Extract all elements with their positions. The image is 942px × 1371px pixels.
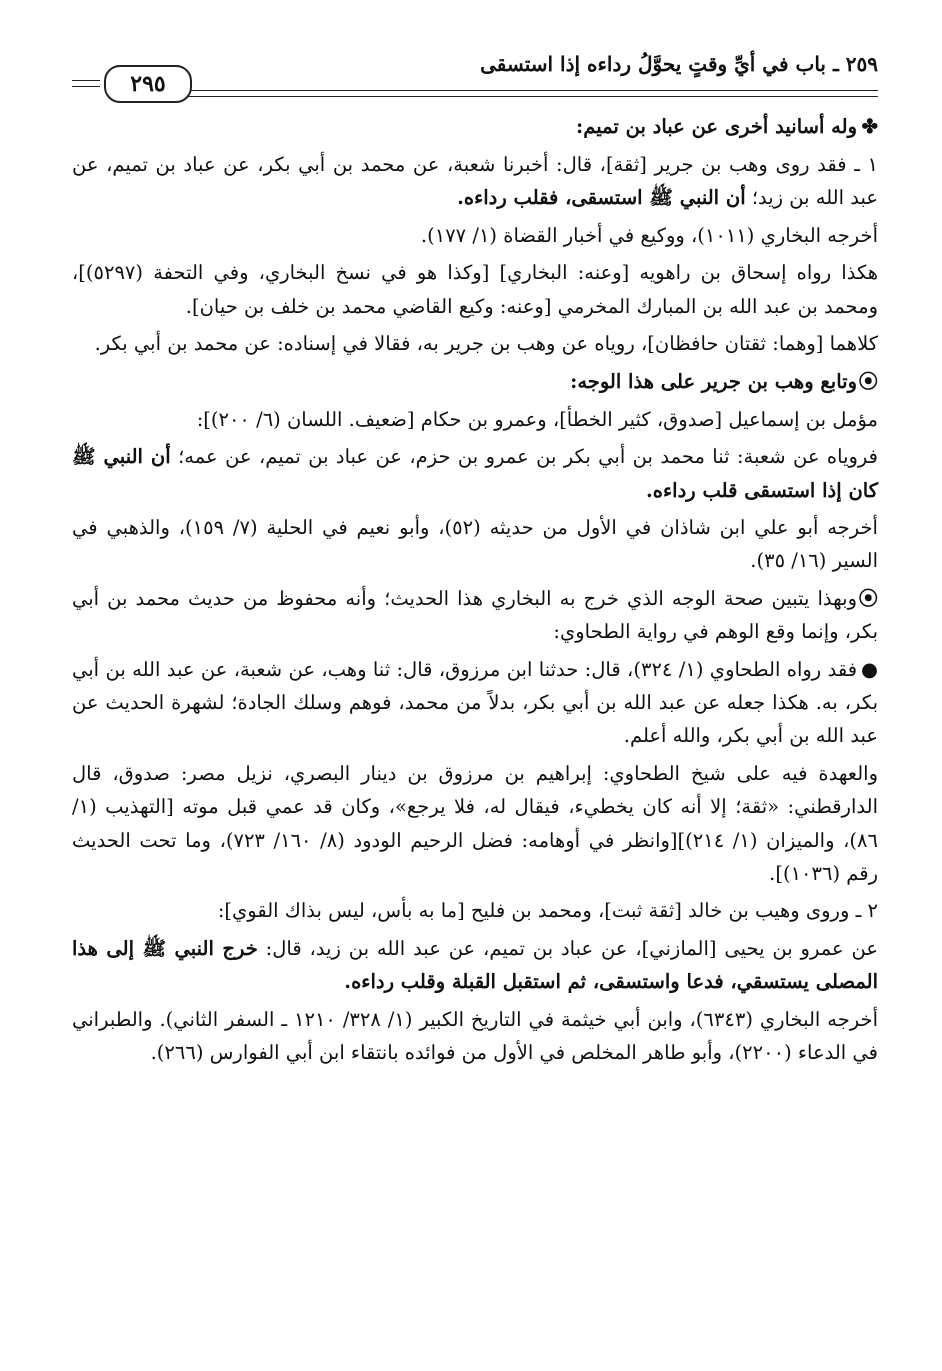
paragraph-text: أخرجه أبو علي ابن شاذان في الأول من حديثه (٥٢)، وأبو نعيم في الحلية (٧/ ١٥٩)، والذهبي في السير (١٦/ ٣٥). bbox=[72, 516, 878, 573]
paragraph-text: هكذا رواه إسحاق بن راهويه [وعنه: البخاري] [وكذا هو في نسخ البخاري، وفي التحفة (٥٢٩٧)]، ومحمد بن عبد الله بن المبارك المخرمي [وعنه: وكيع القاضي محمد بن خلف بن حيان]. bbox=[72, 261, 878, 318]
paragraph-takhrij-1 bbox=[72, 219, 878, 252]
paragraph-text: ١ ـ فقد روى وهب بن جرير [ثقة]، قال: أخبرنا شعبة، عن محمد بن أبي بكر، عن عباد بن تميم، عن عبد الله بن زيد؛ bbox=[72, 152, 878, 209]
paragraph-shuba-chain bbox=[72, 440, 878, 506]
page-number-rule bbox=[72, 80, 100, 87]
paragraph-wahb-chain bbox=[72, 148, 878, 214]
paragraph-takhrij-2 bbox=[72, 511, 878, 577]
paragraph-takhrij-3 bbox=[72, 1003, 878, 1069]
page-header bbox=[72, 40, 878, 98]
paragraph-text: أخرجه البخاري (١٠١١)، ووكيع في أخبار القضاة (١/ ١٧٧). bbox=[420, 223, 878, 247]
ring-bullet-icon: ⦿ bbox=[858, 587, 878, 611]
paragraph-ishaq bbox=[72, 256, 878, 322]
paragraph-amr-chain bbox=[72, 932, 878, 998]
flower-bullet-icon: ✤ bbox=[861, 115, 878, 138]
paragraph-responsibility bbox=[72, 757, 878, 890]
paragraph-text: عن عمرو بن يحيى [المازني]، عن عباد بن تميم، عن عبد الله بن زيد، قال: bbox=[257, 937, 878, 961]
hadith-matn: أن النبي ﷺ كان إذا استسقى قلب رداءه. bbox=[72, 445, 878, 502]
circle-bullet-icon: ● bbox=[861, 658, 879, 682]
paragraph-muammal bbox=[72, 403, 878, 436]
paragraph-text: فروياه عن شعبة: ثنا محمد بن أبي بكر بن عمرو بن حزم، عن عباد بن تميم، عن عمه؛ bbox=[170, 445, 878, 469]
paragraph-text: وتابع وهب بن جرير على هذا الوجه: bbox=[570, 369, 857, 393]
book-page bbox=[72, 40, 878, 1360]
paragraph-follow-up bbox=[72, 365, 878, 398]
paragraph-text: مؤمل بن إسماعيل [صدوق، كثير الخطأ]، وعمرو بن حكام [ضعيف. اللسان (٦/ ٢٠٠)]: bbox=[196, 407, 878, 431]
paragraph-other-chains bbox=[72, 110, 878, 143]
main-text bbox=[72, 110, 878, 1074]
page-number: ٢٩٥ bbox=[104, 65, 192, 103]
paragraph-text: وله أسانيد أخرى عن عباد بن تميم: bbox=[576, 115, 857, 138]
page-number-ornament bbox=[72, 65, 192, 103]
header-rule bbox=[184, 90, 878, 97]
paragraph-text: أخرجه البخاري (٦٣٤٣)، وابن أبي خيثمة في التاريخ الكبير (١/ ٣٢٨/ ١٢١٠ ـ السفر الثاني). والطبراني في الدعاء (٢٢٠٠)، وأبو طاهر المخلص في الأول من فوائده بانتقاء ابن أبي الفوارس (٢٦٦). bbox=[72, 1008, 878, 1065]
paragraph-text: والعهدة فيه على شيخ الطحاوي: إبراهيم بن مرزوق بن دينار البصري، نزيل مصر: صدوق، قال الدارقطني: «ثقة؛ إلا أنه كان يخطيء، فيقال له، فلا يرجع»، وكان قد عمي قبل موته [التهذيب (١/ ٨٦)، والميزان (١/ ٢١٤)][وانظر في أوهامه: فضل الرحيم الودود (٨/ ١٦٠/ ٧٢٣)، وما تحت الحديث رقم (١٠٣٦)]. bbox=[72, 762, 878, 885]
hadith-matn: أن النبي ﷺ استسقى، فقلب رداءه. bbox=[457, 185, 746, 209]
paragraph-text: كلاهما [وهما: ثقتان حافظان]، روياه عن وهب بن جرير به، فقالا في إسناده: عن محمد بن أبي بكر. bbox=[94, 332, 878, 356]
hadith-matn: خرج النبي ﷺ إلى هذا المصلى يستسقي، فدعا واستسقى، ثم استقبل القبلة وقلب رداءه. bbox=[72, 937, 878, 994]
paragraph-conclusion bbox=[72, 582, 878, 648]
paragraph-wuhayb-chain bbox=[72, 894, 878, 927]
running-title: ٢٥٩ ـ باب في أيِّ وقتٍ يحوَّلُ رداءه إذا استسقى bbox=[480, 52, 878, 76]
ring-bullet-icon: ⦿ bbox=[858, 369, 878, 393]
paragraph-text: وبهذا يتبين صحة الوجه الذي خرج به البخاري هذا الحديث؛ وأنه محفوظ من حديث محمد بن أبي بكر، وإنما وقع الوهم في رواية الطحاوي: bbox=[72, 587, 878, 644]
paragraph-text: فقد رواه الطحاوي (١/ ٣٢٤)، قال: حدثنا ابن مرزوق، قال: ثنا وهب، عن شعبة، عن عبد الله بن أبي بكر، به. هكذا جعله عن عبد الله بن أبي بكر، بدلاً من محمد، فوهم وسلك الجادة؛ لشهرة الحديث عن عبد الله بن أبي بكر، والله أعلم. bbox=[72, 658, 878, 748]
paragraph-both bbox=[72, 327, 878, 360]
paragraph-tahawi bbox=[72, 653, 878, 753]
paragraph-text: ٢ ـ وروى وهيب بن خالد [ثقة ثبت]، ومحمد بن فليح [ما به بأس، ليس بذاك القوي]: bbox=[217, 899, 878, 923]
